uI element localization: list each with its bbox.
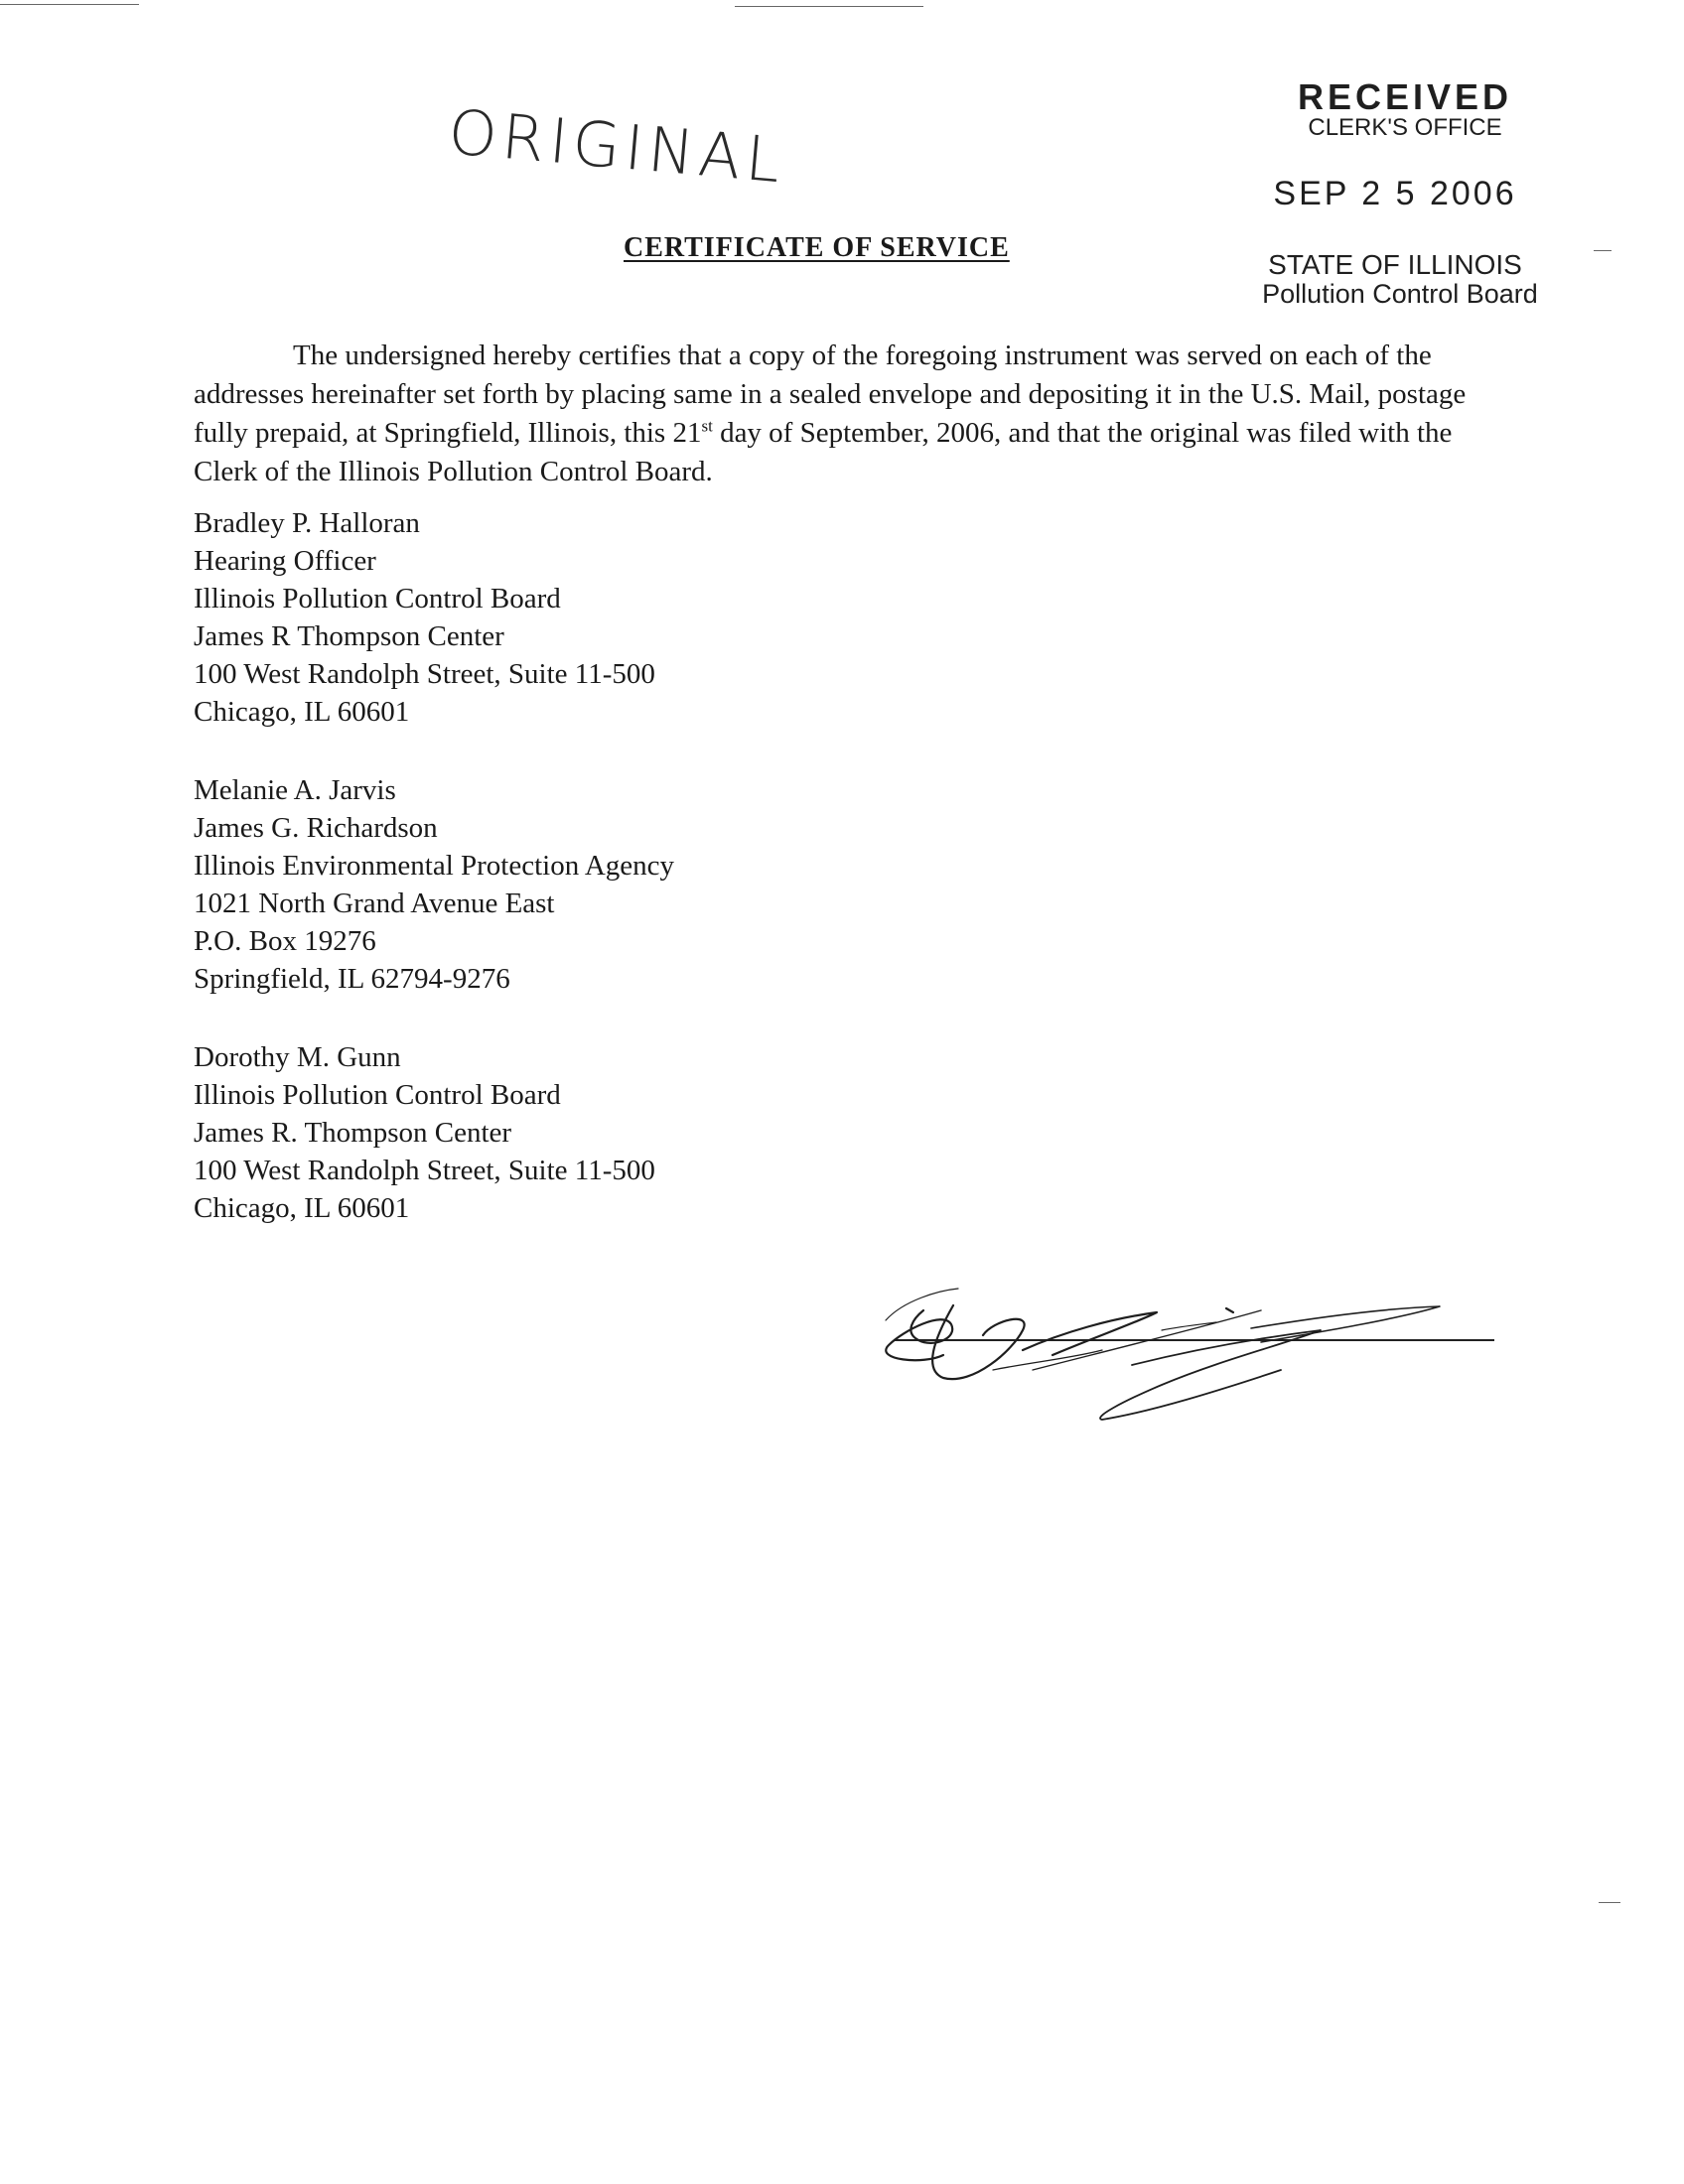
address-block-gunn <box>194 1038 655 1227</box>
original-stamp: ORIGINAL <box>445 95 788 198</box>
received-stamp <box>1231 76 1559 309</box>
address-line: Hearing Officer <box>194 545 376 577</box>
address-line: Bradley P. Halloran <box>194 507 420 539</box>
scan-mark <box>1594 250 1612 251</box>
address-line: James R Thompson Center <box>194 620 504 652</box>
scan-mark <box>735 6 923 7</box>
certification-paragraph <box>194 337 1509 491</box>
address-line: Illinois Environmental Protection Agency <box>194 850 675 882</box>
address-line: Chicago, IL 60601 <box>194 1192 410 1224</box>
address-line: Illinois Pollution Control Board <box>194 583 561 614</box>
address-line: Dorothy M. Gunn <box>194 1041 401 1073</box>
address-line: P.O. Box 19276 <box>194 925 376 957</box>
ordinal-suffix: st <box>701 416 713 436</box>
address-block-jarvis-richardson <box>194 771 674 998</box>
address-line: 100 West Randolph Street, Suite 11-500 <box>194 658 655 690</box>
document-title: CERTIFICATE OF SERVICE <box>624 232 1010 263</box>
address-line: James R. Thompson Center <box>194 1117 512 1149</box>
address-line: Chicago, IL 60601 <box>194 696 410 728</box>
paragraph-text-start: The undersigned hereby certifies that a copy of the foregoing instrument was served on each of the addresses hereinafter set forth by placing same in a sealed envelope and depositing it in the U.S. Mail, postage fully prepaid, at Springfield, Illinois, this 21 <box>194 340 1467 449</box>
received-stamp-date: SEP 2 5 2006 <box>1273 175 1517 212</box>
received-stamp-title: RECEIVED <box>1297 76 1513 117</box>
address-line: Melanie A. Jarvis <box>194 774 396 806</box>
address-line: 100 West Randolph Street, Suite 11-500 <box>194 1155 655 1186</box>
paragraph-text-end: day of September, 2006, and that the original was filed with the Clerk of the Illinois Pollution Control Board. <box>194 417 1453 487</box>
received-stamp-state: STATE OF ILLINOIS <box>1268 249 1522 280</box>
scan-mark <box>0 4 139 5</box>
address-line: Springfield, IL 62794-9276 <box>194 963 510 995</box>
address-line: 1021 North Grand Avenue East <box>194 887 555 919</box>
address-line: Illinois Pollution Control Board <box>194 1079 561 1111</box>
received-stamp-office: CLERK'S OFFICE <box>1308 114 1502 141</box>
scan-mark <box>1599 1902 1620 1903</box>
handwritten-signature <box>864 1261 1519 1439</box>
address-block-halloran <box>194 504 655 731</box>
address-line: James G. Richardson <box>194 812 438 844</box>
received-stamp-board: Pollution Control Board <box>1262 279 1538 309</box>
